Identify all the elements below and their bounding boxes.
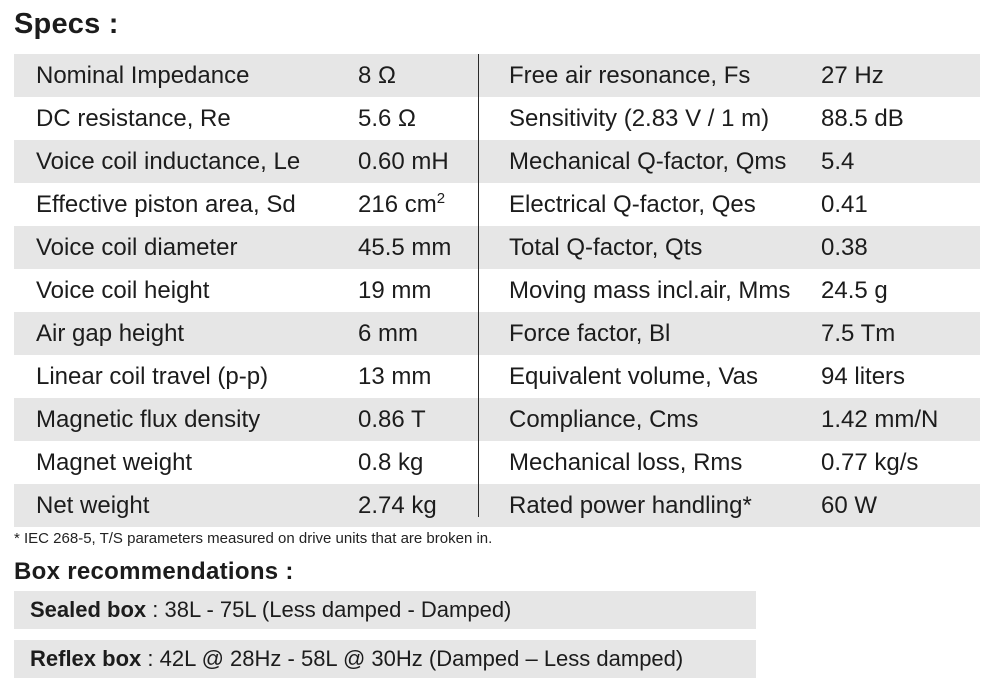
- spec-label: Nominal Impedance: [36, 61, 250, 89]
- spec-value-text: 216 cm: [358, 190, 437, 218]
- spec-label: Magnet weight: [36, 448, 193, 476]
- superscript: 2: [436, 189, 446, 207]
- table-row: [14, 183, 980, 226]
- spec-value: 1.42 mm/N: [821, 405, 939, 433]
- spec-label: Voice coil height: [36, 276, 210, 304]
- table-row: [14, 441, 980, 484]
- footnote: * IEC 268-5, T/S parameters measured on drive units that are broken in.: [14, 530, 493, 547]
- spec-value: 7.5 Tm: [821, 319, 896, 347]
- table-row: [14, 355, 980, 398]
- table-row: [14, 484, 980, 527]
- spec-label: Net weight: [36, 491, 150, 519]
- spec-label: Linear coil travel (p-p): [36, 362, 269, 390]
- spec-label: Magnetic flux density: [36, 405, 261, 433]
- spec-label: DC resistance, Re: [36, 104, 231, 132]
- spec-value: 5.6 Ω: [358, 104, 416, 132]
- spec-label: Voice coil diameter: [36, 233, 238, 261]
- spec-value: 45.5 mm: [358, 233, 452, 261]
- spec-label: Mechanical loss, Rms: [509, 448, 743, 476]
- page-title: Specs :: [14, 8, 119, 40]
- spec-label: Moving mass incl.air, Mms: [509, 276, 791, 304]
- spec-value: 88.5 dB: [821, 104, 904, 132]
- spec-label: Compliance, Cms: [509, 405, 699, 433]
- spec-label: Mechanical Q-factor, Qms: [509, 147, 787, 175]
- spec-label: Equivalent volume, Vas: [509, 362, 759, 390]
- spec-label: Free air resonance, Fs: [509, 61, 751, 89]
- sealed-box-row: [14, 591, 756, 629]
- spec-value: 27 Hz: [821, 61, 884, 89]
- spec-value: 0.86 T: [358, 405, 426, 433]
- spec-value: 0.38: [821, 233, 868, 261]
- spec-value: 0.8 kg: [358, 448, 424, 476]
- spec-value: [358, 191, 445, 219]
- sealed-box-text: : 38L - 75L (Less damped - Damped): [146, 597, 512, 622]
- reflex-box-text: : 42L @ 28Hz - 58L @ 30Hz (Damped – Less damped): [141, 646, 684, 671]
- spec-label: Force factor, Bl: [509, 319, 671, 347]
- table-row: [14, 226, 980, 269]
- spec-value: 0.41: [821, 190, 868, 218]
- sealed-box-label: Sealed box: [30, 597, 147, 622]
- spec-value: 0.60 mH: [358, 147, 449, 175]
- column-divider: [478, 54, 479, 517]
- spec-value: 60 W: [821, 491, 878, 519]
- table-row: [14, 140, 980, 183]
- box-recommendations-title: Box recommendations :: [14, 558, 294, 585]
- specs-table: [14, 54, 980, 527]
- spec-label: Air gap height: [36, 319, 185, 347]
- spec-label: Sensitivity (2.83 V / 1 m): [509, 104, 770, 132]
- table-row: [14, 398, 980, 441]
- spec-value: 8 Ω: [358, 61, 396, 89]
- spec-value: 24.5 g: [821, 276, 888, 304]
- spec-label: Electrical Q-factor, Qes: [509, 190, 756, 218]
- spec-value: 94 liters: [821, 362, 906, 390]
- spec-label: Voice coil inductance, Le: [36, 147, 301, 175]
- spec-label: Total Q-factor, Qts: [509, 233, 703, 261]
- spec-value: 2.74 kg: [358, 491, 437, 519]
- table-row: [14, 312, 980, 355]
- reflex-box-row: [14, 640, 756, 678]
- spec-value: 19 mm: [358, 276, 432, 304]
- spec-label: Rated power handling*: [509, 491, 752, 519]
- spec-value: 6 mm: [358, 319, 418, 347]
- reflex-box-label: Reflex box: [30, 646, 142, 671]
- table-row: [14, 54, 980, 97]
- spec-value: 13 mm: [358, 362, 432, 390]
- table-row: [14, 97, 980, 140]
- table-row: [14, 269, 980, 312]
- spec-label: Effective piston area, Sd: [36, 190, 296, 218]
- spec-value: 0.77 kg/s: [821, 448, 919, 476]
- spec-value: 5.4: [821, 147, 855, 175]
